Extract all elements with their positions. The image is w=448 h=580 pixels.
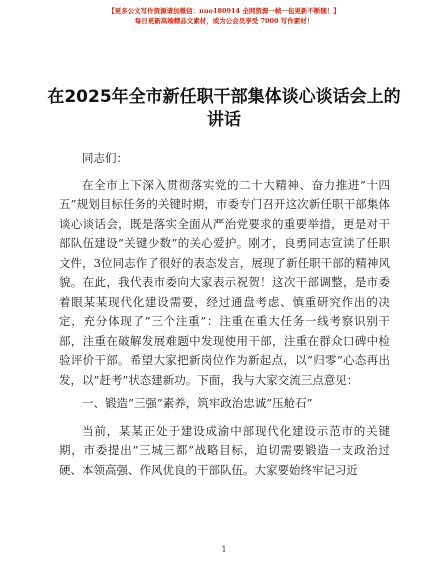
section-heading-1: 一、锻造”三强”素养，筑牢政治忠诚”压舱石” bbox=[82, 396, 313, 410]
page-number: 1 bbox=[221, 545, 227, 554]
document-body bbox=[59, 149, 390, 484]
promo-banner bbox=[0, 6, 448, 26]
salutation: 同志们： bbox=[82, 151, 128, 165]
document-title: 在2025年全市新任职干部集体谈心谈话会上的讲话 bbox=[47, 87, 401, 130]
promo-banner-line-2: 每日更新高端精品文素材，或为公会员享受 7000 写作素材！ bbox=[134, 17, 314, 25]
paragraph-1: 在全市上下深入贯彻落实党的二十大精神、奋力推进”十四五”规划目标任务的关键时期，市委专门召开这次新任职干部集体谈心谈话会，既是落实全面从严治党要求的重要举措，更是对干部队伍建设”关键少数”的关心爱护。刚才，良勇同志宣读了任职文件，3位同志作了很好的表态发言，展现了新任职干部的精神风貌。在此，我代表市委向大家表示祝贺！这次干部调整，是市委着眼某某现代化建设需要，经过通盘考虑、慎重研究作出的决定，充分体现了”三个注重”：注重在重大任务一线考察识别干部，注重在破解发展难题中发现使用干部，注重在群众口碑中检验评价干部。希望大家把新岗位作为新起点，以”归零”心态再出发，以”赶考”状态建新功。下面，我与大家交流三点意见： bbox=[59, 177, 390, 387]
paragraph-2: 当前，某某正处于建设成渝中部现代化建设示范市的关键期，市委提出”三城三都”战略目标，迫切需要锻造一支政治过硬、本领高强、作风优良的干部队伍。大家要始终牢记习近 bbox=[59, 423, 390, 477]
promo-banner-line-1: 【更多公文写作资源请加微信：nuo180914 全网资源一帧一包更新不断随！】 bbox=[108, 7, 340, 15]
